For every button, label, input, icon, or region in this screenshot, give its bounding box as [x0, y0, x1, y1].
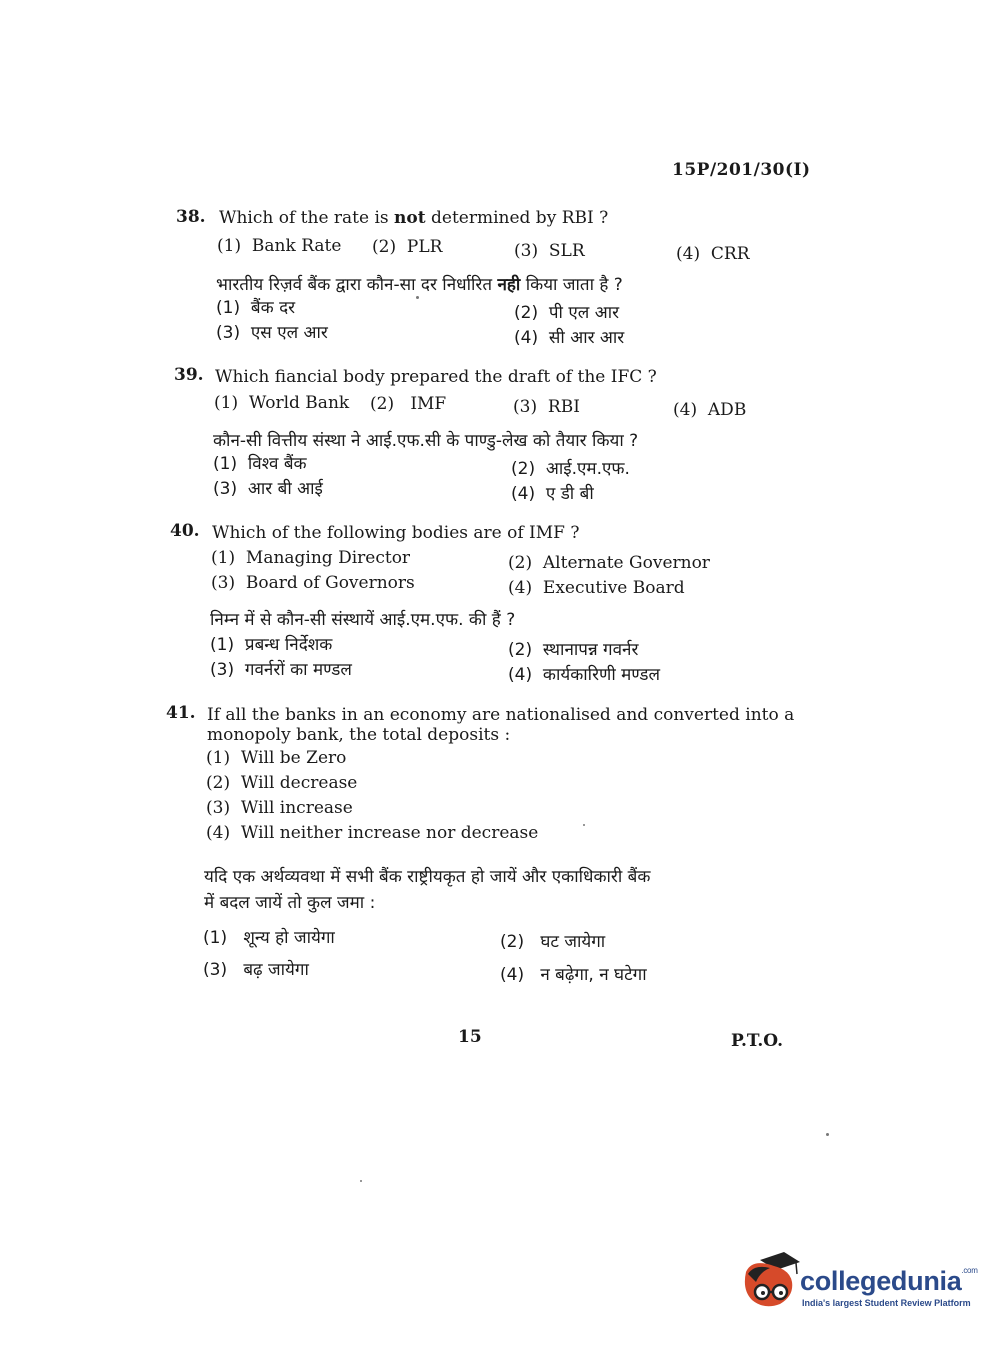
option-en-3: (3) Board of Governors [211, 573, 415, 593]
option-en-4: (4) Executive Board [508, 578, 685, 598]
option-en-3: (3) Will increase [206, 798, 353, 818]
option-hi-4: (4) ए डी बी [511, 484, 594, 504]
option-en-3: (3) SLR [514, 241, 585, 261]
question-text-hindi-line-1: यदि एक अर्थव्यवथा में सभी बैंक राष्ट्रीयकृत हो जायें और एकाधिकारी बैंक [204, 867, 651, 887]
scan-speck [360, 1180, 362, 1182]
collegedunia-watermark [740, 1252, 978, 1322]
question-number: 39. [174, 365, 204, 385]
option-hi-3: (3) गवर्नरों का मण्डल [210, 660, 352, 680]
question-number: 38. [176, 207, 206, 227]
option-hi-1: (1) बैंक दर [216, 298, 296, 318]
option-en-1: (1) Will be Zero [206, 748, 347, 768]
option-en-4: (4) Will neither increase nor decrease [206, 823, 539, 843]
option-hi-1: (1) शून्य हो जायेगा [203, 928, 335, 948]
option-en-2: (2) Alternate Governor [508, 553, 710, 573]
option-en-2: (2) IMF [370, 394, 447, 414]
option-hi-3: (3) आर बी आई [213, 479, 323, 499]
option-hi-4: (4) सी आर आर [514, 328, 625, 348]
option-hi-2: (2) स्थानापन्न गवर्नर [508, 640, 639, 660]
scan-speck [826, 1133, 829, 1136]
question-text-hindi: कौन-सी वित्तीय संस्था ने आई.एफ.सी के पाण्डु-लेख को तैयार किया ? [213, 431, 639, 451]
option-hi-3: (3) एस एल आर [216, 323, 328, 343]
option-en-2: (2) PLR [372, 237, 443, 257]
question-text: Which of the rate is not determined by RBI ? [219, 208, 609, 228]
option-hi-2: (2) घट जायेगा [500, 932, 606, 952]
question-text-line-1: If all the banks in an economy are nationalised and converted into a [207, 705, 795, 725]
option-hi-2: (2) आई.एम.एफ. [511, 459, 630, 479]
brand-tagline: India's largest Student Review Platform [802, 1298, 971, 1308]
question-text: Which of the following bodies are of IMF ? [212, 523, 580, 543]
question-text: Which fiancial body prepared the draft of the IFC ? [215, 367, 657, 387]
option-en-4: (4) ADB [673, 400, 747, 420]
option-en-2: (2) Will decrease [206, 773, 358, 793]
option-hi-4: (4) न बढ़ेगा, न घटेगा [500, 965, 647, 985]
pto-label: P.T.O. [731, 1031, 783, 1051]
option-en-3: (3) RBI [513, 397, 580, 417]
question-text-hindi-line-2: में बदल जायें तो कुल जमा : [204, 893, 376, 913]
question-number: 41. [166, 703, 196, 723]
option-hi-1: (1) विश्व बैंक [213, 454, 307, 474]
option-en-1: (1) Managing Director [211, 548, 411, 568]
option-en-1: (1) World Bank [214, 393, 350, 413]
brand-name: collegedunia$^{.com}$ [800, 1266, 978, 1296]
option-hi-4: (4) कार्यकारिणी मण्डल [508, 665, 660, 685]
paper-code: 15P/201/30(I) [672, 160, 811, 180]
scan-speck [416, 296, 419, 299]
question-text-hindi: निम्न में से कौन-सी संस्थायें आई.एम.एफ. की हैं ? [210, 610, 516, 630]
question-text-line-2: monopoly bank, the total deposits : [207, 725, 511, 745]
scan-speck [583, 824, 585, 826]
question-text-hindi: भारतीय रिज़र्व बैंक द्वारा कौन-सा दर निर्धारित नही किया जाता है ? [216, 275, 623, 295]
option-hi-1: (1) प्रबन्ध निर्देशक [210, 635, 333, 655]
option-hi-2: (2) पी एल आर [514, 303, 620, 323]
mascot-logo-icon [740, 1252, 802, 1312]
option-en-4: (4) CRR [676, 244, 750, 264]
question-number: 40. [170, 521, 200, 541]
brand-suffix: .com [961, 1266, 978, 1275]
option-hi-3: (3) बढ़ जायेगा [203, 960, 309, 980]
option-en-1: (1) Bank Rate [217, 236, 342, 256]
page-number: 15 [458, 1027, 482, 1047]
